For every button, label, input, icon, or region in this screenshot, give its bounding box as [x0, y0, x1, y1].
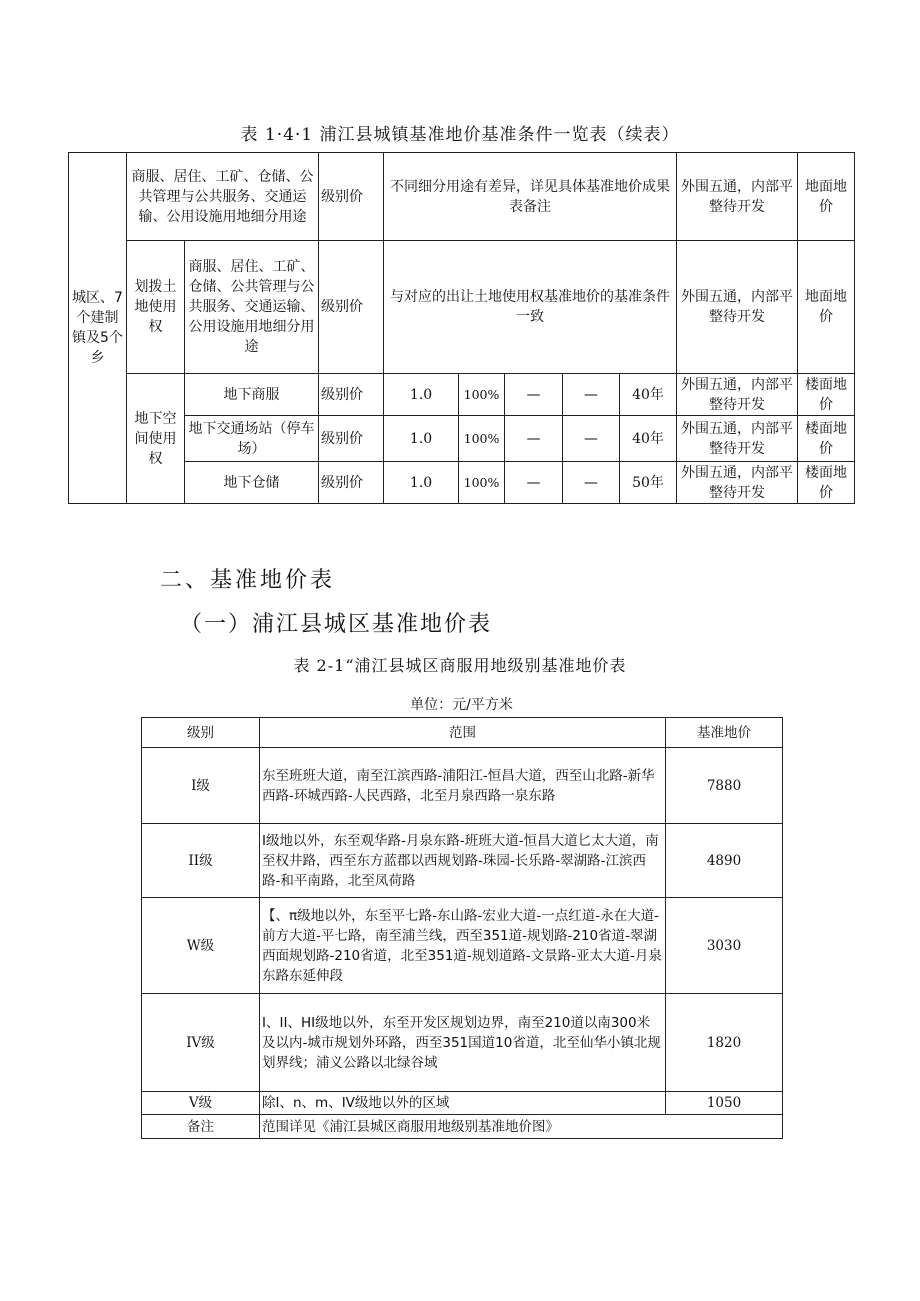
use-cell: 商服、居住、工矿、仓储、公共管理与公共服务、交通运输、公用设施用地细分用途 [185, 241, 319, 374]
price-kind-cell: 楼面地价 [798, 416, 855, 462]
use-cell: 地下仓储 [185, 462, 319, 504]
dash-cell: — [563, 374, 620, 416]
price-cell: 3030 [666, 898, 783, 994]
dash-cell: — [563, 462, 620, 504]
price-cell: 4890 [666, 824, 783, 898]
term-cell: 40年 [620, 374, 677, 416]
range-cell: I级地以外，东至观华路-月泉东路-班班大道-恒昌大道匕太大道，南至权井路，西至东方蓝郡以西规划路-珠园-长乐路-翠湖路-江滨西路-和平南路，北至凤荷路 [260, 824, 666, 898]
level-cell: I级 [142, 748, 260, 824]
table-header-row [142, 718, 783, 748]
header-price: 基准地价 [666, 718, 783, 748]
price-type-cell: 级别价 [319, 462, 384, 504]
table-row [69, 241, 855, 374]
table2-title: 表 2-1“浦江县城区商服用地级别基准地价表 [293, 656, 627, 675]
percent-cell: 100% [459, 462, 505, 504]
development-cell: 外围五通，内部平整待开发 [677, 462, 798, 504]
level-cell: II级 [142, 824, 260, 898]
use-cell: 地下交通场站（停车场） [185, 416, 319, 462]
dash-cell: — [563, 416, 620, 462]
category-cell: 地下空间使用权 [127, 374, 185, 504]
level-cell: V级 [142, 1092, 260, 1115]
level-cell: IV级 [142, 994, 260, 1092]
ratio-cell: 1.0 [384, 462, 459, 504]
term-cell: 40年 [620, 416, 677, 462]
range-cell: 除I、n、m、IV级地以外的区域 [260, 1092, 666, 1115]
table1-title: 表 1·4·1 浦江县城镇基准地价基准条件一览表（续表） [240, 125, 680, 145]
level-cell: W级 [142, 898, 260, 994]
price-type-cell: 级别价 [319, 374, 384, 416]
price-kind-cell: 地面地价 [798, 241, 855, 374]
price-kind-cell: 楼面地价 [798, 462, 855, 504]
table-row [69, 374, 855, 416]
section-heading: 二、基准地价表 [160, 568, 336, 593]
use-cell: 地下商服 [185, 374, 319, 416]
price-type-cell: 级别价 [319, 153, 384, 241]
price-kind-cell: 地面地价 [798, 153, 855, 241]
development-cell: 外围五通，内部平整待开发 [677, 374, 798, 416]
development-cell: 外围五通，内部平整待开发 [677, 153, 798, 241]
commercial-land-price-table [141, 717, 783, 1139]
note-text-cell: 范围详见《浦江县城区商服用地级别基准地价图》 [260, 1115, 783, 1139]
percent-cell: 100% [459, 416, 505, 462]
range-cell: I、II、HI级地以外，东至开发区规划边界，南至210道以南300米及以内-城市规划外环路，西至351国道10省道，北至仙华小镇北规划界线；浦义公路以北绿谷域 [260, 994, 666, 1092]
dash-cell: — [505, 462, 563, 504]
term-cell: 50年 [620, 462, 677, 504]
price-cell: 1050 [666, 1092, 783, 1115]
use-cell: 商服、居住、工矿、仓储、公共管理与公共服务、交通运输、公用设施用地细分用途 [127, 153, 319, 241]
price-type-cell: 级别价 [319, 416, 384, 462]
region-cell: 城区、7个建制镇及5个乡 [69, 153, 127, 504]
header-level: 级别 [142, 718, 260, 748]
dash-cell: — [505, 416, 563, 462]
condition-cell: 不同细分用途有差异，详见具体基准地价成果表备注 [384, 153, 677, 241]
ratio-cell: 1.0 [384, 416, 459, 462]
table-row [69, 462, 855, 504]
percent-cell: 100% [459, 374, 505, 416]
price-cell: 1820 [666, 994, 783, 1092]
header-range: 范围 [260, 718, 666, 748]
table-row [142, 898, 783, 994]
note-label-cell: 备注 [142, 1115, 260, 1139]
table-row [69, 153, 855, 241]
development-cell: 外围五通，内部平整待开发 [677, 241, 798, 374]
price-cell: 7880 [666, 748, 783, 824]
subsection-heading: （一）浦江县城区基准地价表 [180, 612, 493, 637]
range-cell: 东至班班大道，南至江滨西路-浦阳江-恒昌大道，西至山北路-新华西路-环城西路-人民西路，北至月泉西路一泉东路 [260, 748, 666, 824]
condition-cell: 与对应的出让土地使用权基准地价的基准条件一致 [384, 241, 677, 374]
unit-label: 单位：元/平方米 [410, 697, 513, 713]
price-type-cell: 级别价 [319, 241, 384, 374]
ratio-cell: 1.0 [384, 374, 459, 416]
table-row [142, 1115, 783, 1139]
table-row [69, 416, 855, 462]
base-conditions-table [68, 152, 855, 504]
table-row [142, 748, 783, 824]
table-row [142, 994, 783, 1092]
category-cell: 划拨土地使用权 [127, 241, 185, 374]
dash-cell: — [505, 374, 563, 416]
price-kind-cell: 楼面地价 [798, 374, 855, 416]
development-cell: 外围五通，内部平整待开发 [677, 416, 798, 462]
range-cell: 【、π级地以外，东至平七路-东山路-宏业大道-一点红道-永在大道-前方大道-平七路，南至浦兰线，西至351道-规划路-210省道-翠湖西面规划路-210省道，北至351道-规划道路-文景路-亚太大道-月泉东路东延伸段 [260, 898, 666, 994]
table-row [142, 1092, 783, 1115]
table-row [142, 824, 783, 898]
